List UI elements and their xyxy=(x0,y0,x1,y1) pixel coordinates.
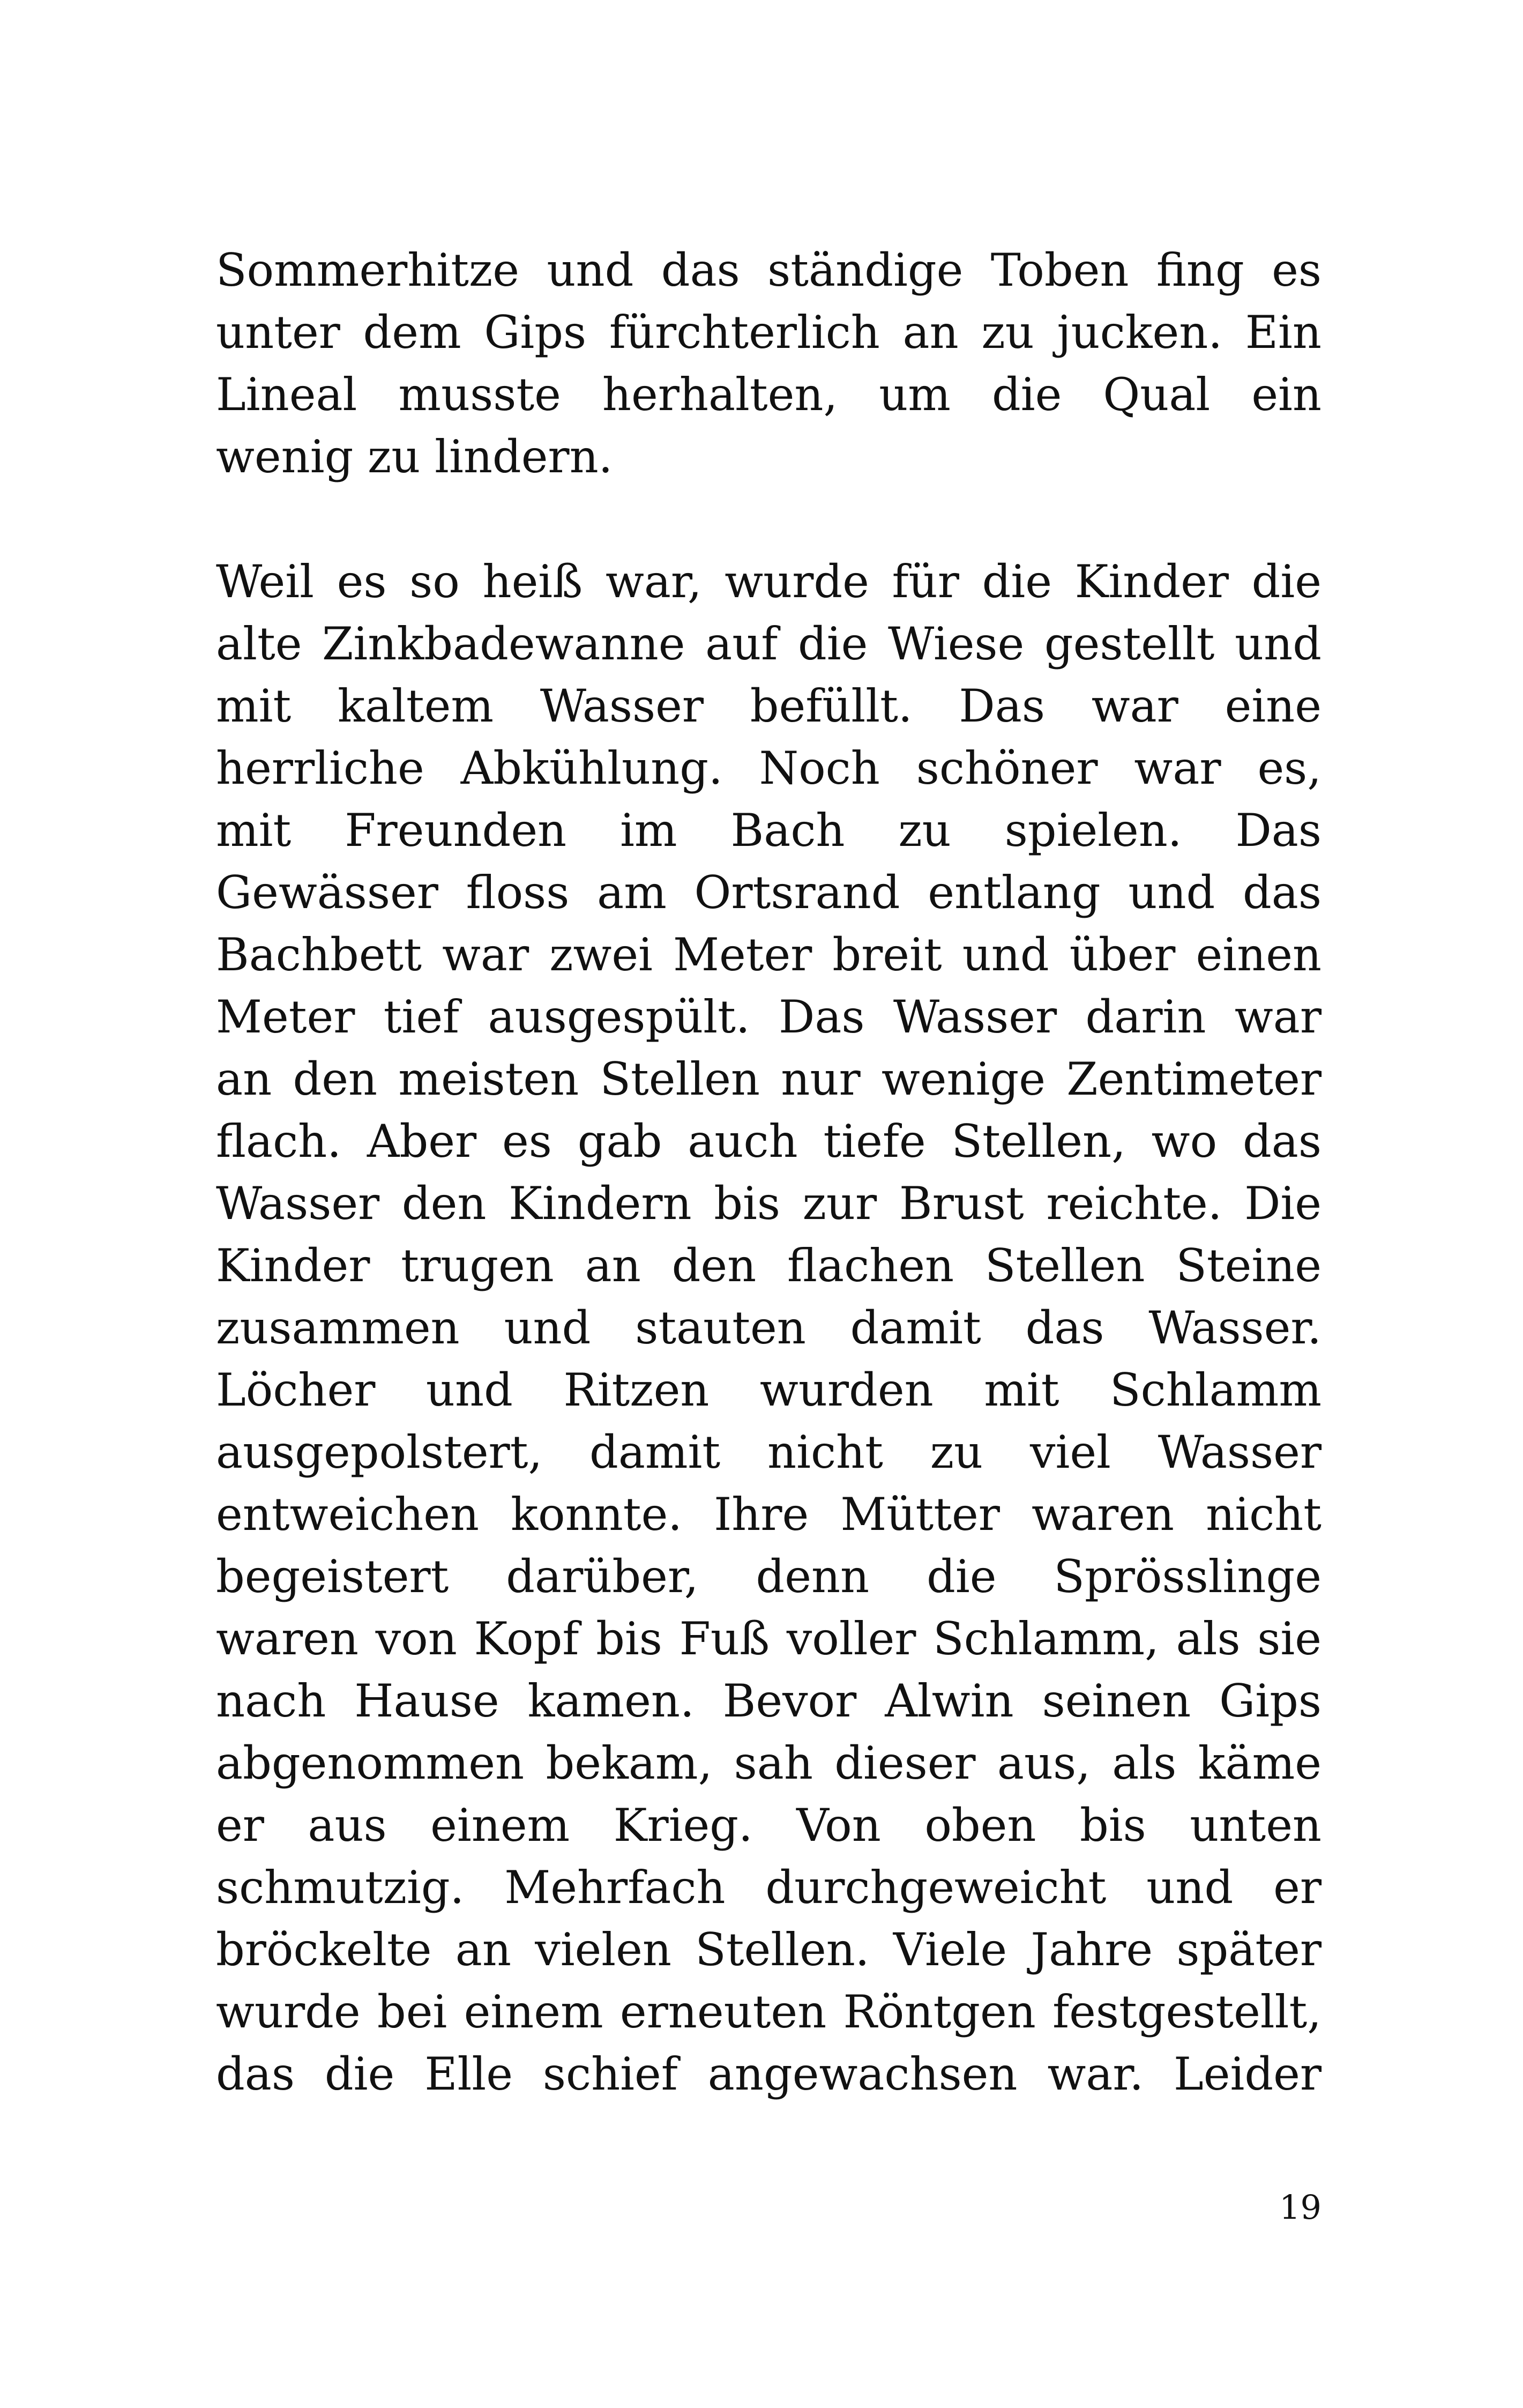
text-line: ausgepolstert, damit nicht zu viel Wasser xyxy=(216,1426,1322,1478)
text-line: waren von Kopf bis Fuß voller Schlamm, als sie xyxy=(216,1612,1322,1665)
text-line: Wasser den Kindern bis zur Brust reichte. Die xyxy=(216,1177,1322,1230)
text-line: zusammen und stauten damit das Wasser. xyxy=(216,1302,1322,1354)
paragraph-1 xyxy=(216,239,1322,488)
text-line: abgenommen bekam, sah dieser aus, als käme xyxy=(216,1737,1322,1789)
text-line: bröckelte an vielen Stellen. Viele Jahre später xyxy=(216,1923,1322,1976)
text-line: alte Zinkbadewanne auf die Wiese gestellt und xyxy=(216,618,1322,670)
text-line: herrliche Abkühlung. Noch schöner war es, xyxy=(216,742,1322,794)
text-line: Weil es so heiß war, wurde für die Kinder die xyxy=(216,555,1322,608)
page-number: 19 xyxy=(1279,2188,1322,2227)
text-line: unter dem Gips fürchterlich an zu jucken. Ein xyxy=(216,306,1322,359)
text-line: Löcher und Ritzen wurden mit Schlamm xyxy=(216,1364,1322,1416)
text-line: entweichen konnte. Ihre Mütter waren nicht xyxy=(216,1488,1322,1541)
text-line: mit kaltem Wasser befüllt. Das war eine xyxy=(216,680,1322,732)
text-line: Bachbett war zwei Meter breit und über einen xyxy=(216,928,1322,981)
text-line: Sommerhitze und das ständige Toben fing es xyxy=(216,244,1322,296)
text-line: Meter tief ausgespült. Das Wasser darin war xyxy=(216,991,1322,1043)
text-line: mit Freunden im Bach zu spielen. Das xyxy=(216,804,1322,857)
paragraph-2 xyxy=(216,551,1322,2105)
text-line: Gewässer floss am Ortsrand entlang und das xyxy=(216,866,1322,919)
text-line: das die Elle schief angewachsen war. Leider xyxy=(216,2048,1322,2100)
text-line: Kinder trugen an den flachen Stellen Steine xyxy=(216,1239,1322,1292)
text-line: flach. Aber es gab auch tiefe Stellen, wo das xyxy=(216,1115,1322,1168)
text-line: Lineal musste herhalten, um die Qual ein xyxy=(216,368,1322,421)
text-line: schmutzig. Mehrfach durchgeweicht und er xyxy=(216,1861,1322,1914)
text-line: wurde bei einem erneuten Röntgen festgestellt, xyxy=(216,1986,1322,2038)
text-line: nach Hause kamen. Bevor Alwin seinen Gips xyxy=(216,1675,1322,1727)
text-line: an den meisten Stellen nur wenige Zentimeter xyxy=(216,1053,1322,1105)
text-line: er aus einem Krieg. Von oben bis unten xyxy=(216,1799,1322,1852)
text-line: wenig zu lindern. xyxy=(216,430,613,483)
text-line: begeistert darüber, denn die Sprösslinge xyxy=(216,1550,1322,1603)
